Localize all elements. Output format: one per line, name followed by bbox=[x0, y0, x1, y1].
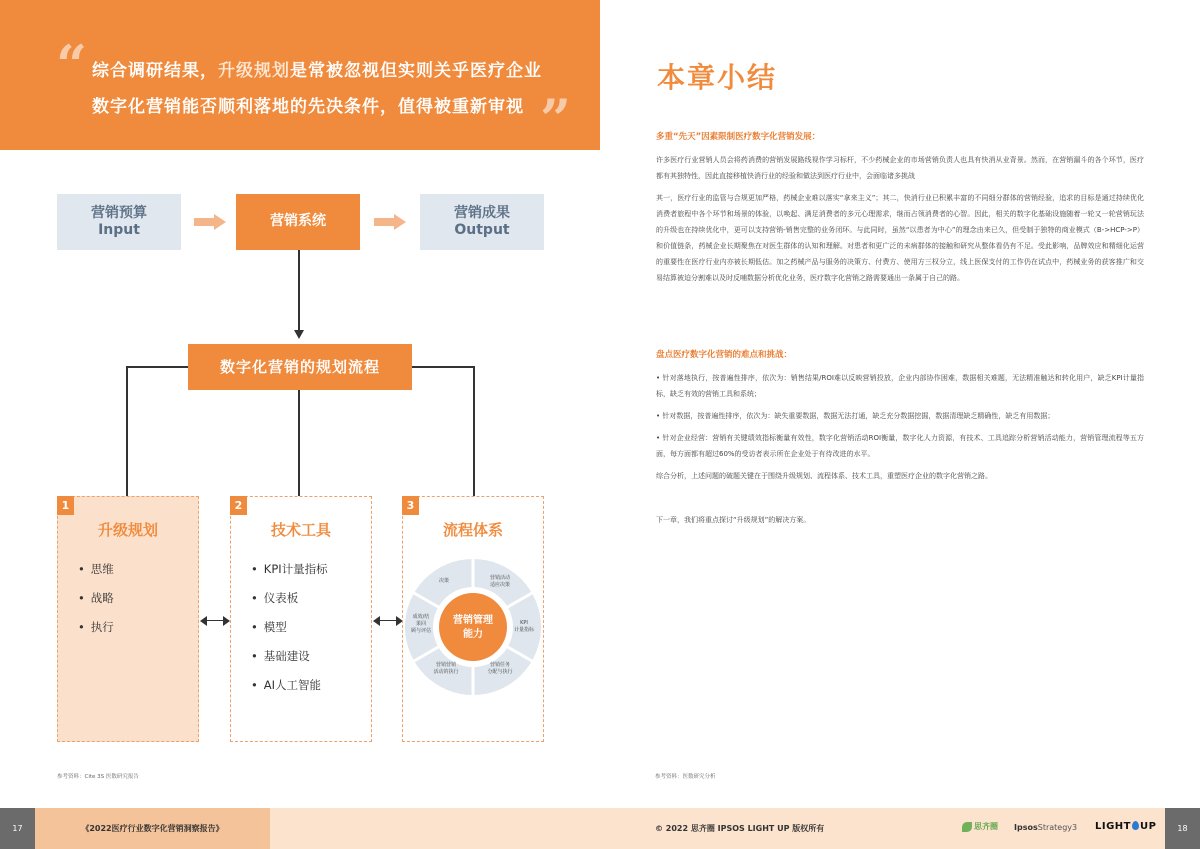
system-box bbox=[236, 194, 360, 250]
input-box bbox=[57, 194, 181, 250]
leaf-icon bbox=[962, 822, 972, 832]
input-label-cn: 营销预算 bbox=[91, 204, 147, 221]
footer bbox=[0, 808, 1200, 849]
connector-line bbox=[298, 250, 300, 332]
drop-icon bbox=[1132, 821, 1139, 830]
quote-banner bbox=[0, 0, 600, 150]
wheel-segment-label: 营销活动 bbox=[489, 575, 511, 581]
process-wheel bbox=[402, 556, 544, 698]
list-item: • 基础建设 bbox=[251, 648, 328, 664]
report-title: 《2022医疗行业数字化营销洞察报告》 bbox=[35, 808, 270, 849]
wheel-segment-label: KPI bbox=[520, 620, 528, 626]
paragraph: 综合分析，上述问题的破题关键在于围绕升级规划、流程体系、技术工具，重塑医疗企业的数字化营销之路。 bbox=[656, 472, 992, 480]
page-number-right: 18 bbox=[1165, 808, 1200, 849]
connector-line bbox=[473, 366, 475, 496]
wheel-segment-label: 计量指标 bbox=[513, 627, 535, 633]
sqq-logo-text: 思齐圈 bbox=[974, 822, 998, 831]
card-list bbox=[251, 561, 328, 706]
output-box bbox=[420, 194, 544, 250]
card-number: 2 bbox=[230, 496, 247, 515]
wheel-segment-label: 决策 bbox=[438, 578, 450, 584]
open-quote-icon: “ bbox=[56, 33, 88, 97]
wheel-segment-label: 营销任务 bbox=[489, 662, 511, 668]
card-title: 流程体系 bbox=[442, 521, 503, 539]
connector-line bbox=[412, 366, 474, 368]
list-item: • AI人工智能 bbox=[251, 677, 328, 693]
list-item: • 思维 bbox=[78, 561, 114, 577]
ipsos-logo-rest: Strategy3 bbox=[1037, 823, 1078, 832]
page-number-left: 17 bbox=[0, 808, 35, 849]
wheel-segment-label: 成效/结 bbox=[412, 614, 430, 620]
section-heading: 盘点医疗数字化营销的难点和挑战： bbox=[656, 350, 793, 360]
wheel-segment-label: 适应决策 bbox=[489, 582, 511, 588]
wheel-center-line-1: 营销管理 bbox=[453, 615, 493, 626]
right-page bbox=[600, 0, 1200, 808]
connector-line bbox=[126, 366, 128, 496]
quote-line-1-pre: 综合调研结果， bbox=[92, 61, 218, 81]
list-item: • KPI计量指标 bbox=[251, 561, 328, 577]
process-box bbox=[188, 344, 412, 390]
ipsos-logo bbox=[1014, 823, 1077, 832]
card-title: 技术工具 bbox=[270, 521, 331, 539]
list-item: • 模型 bbox=[251, 619, 328, 635]
source-note: 参考资料：医数研究分析 bbox=[655, 774, 716, 780]
quote-line-1 bbox=[92, 56, 542, 81]
card-tech-tools bbox=[230, 496, 372, 742]
left-page bbox=[0, 0, 600, 808]
list-item: • 仪表板 bbox=[251, 590, 328, 606]
wheel-center bbox=[439, 593, 507, 661]
wheel-segment-label: 顾与评估 bbox=[410, 628, 432, 634]
output-label-cn: 营销成果 bbox=[454, 204, 510, 221]
lightup-logo bbox=[1095, 821, 1156, 832]
list-item: • 战略 bbox=[78, 590, 114, 606]
card-number: 3 bbox=[402, 496, 419, 515]
card-title: 升级规划 bbox=[97, 521, 158, 539]
paragraph: 下一章，我们将重点探讨“升级规划”的解决方案。 bbox=[656, 516, 811, 524]
double-arrow-icon bbox=[373, 616, 403, 626]
process-label: 数字化营销的规划流程 bbox=[219, 357, 380, 376]
system-label: 营销系统 bbox=[270, 213, 326, 230]
bullet-item: • 针对落地执行，按普遍性排序，依次为：销售结果/ROI难以反映营销投放，企业内部协作困难，数据相关难题，无法精准触达和转化用户，缺乏KPI计量指标，缺乏有效的营销工具和系统； bbox=[656, 374, 1144, 398]
ipsos-logo-bold: Ipsos bbox=[1014, 823, 1038, 832]
copyright: © 2022 思齐圈 IPSOS LIGHT UP 版权所有 bbox=[655, 824, 825, 833]
sqq-logo bbox=[962, 821, 998, 832]
bullet-item: • 针对数据，按普遍性排序，依次为：缺失重要数据，数据无法打通，缺乏充分数据挖掘，数据清理缺乏精确性，缺乏有用数据； bbox=[656, 412, 1055, 420]
card-number: 1 bbox=[57, 496, 74, 515]
card-list bbox=[78, 561, 114, 648]
quote-line-1-post: 是常被忽视但实则关乎医疗企业 bbox=[290, 61, 542, 81]
bullet-item: • 针对企业经营：营销有关键绩效指标衡量有效性，数字化营销活动ROI衡量，数字化人力资源，有技术、工具追踪分析营销活动能力，营销管理流程等五方面，每方面都有超过60%的受访者表示所在企业处于有待改进的水平。 bbox=[656, 434, 1144, 458]
chapter-title: 本章小结 bbox=[657, 61, 778, 94]
card-upgrade-planning bbox=[57, 496, 199, 742]
double-arrow-icon bbox=[200, 616, 230, 626]
lightup-logo-b: UP bbox=[1140, 821, 1157, 832]
connector-line bbox=[126, 366, 188, 368]
list-item: • 执行 bbox=[78, 619, 114, 635]
connector-line bbox=[298, 390, 300, 496]
paragraph: 许多医疗行业营销人员会将药消费的营销发展路线视作学习标杆，不少药械企业的市场营销负责人也具有快消从业背景。然而，在营销漏斗的各个环节，医疗都有其独特性，因此直接移植快消行业的经验和做法到医疗行业中，会面临诸多挑战 bbox=[656, 156, 1144, 180]
wheel-segment-label: 果回 bbox=[415, 621, 427, 627]
quote-line-2: 数字化营销能否顺利落地的先决条件，值得被重新审视 bbox=[92, 97, 524, 117]
close-quote-icon: ” bbox=[540, 87, 572, 151]
quote-highlight: 升级规划 bbox=[218, 61, 290, 81]
input-label-en: Input bbox=[98, 222, 140, 238]
section-heading: 多重“先天”因素限制医疗数字化营销发展： bbox=[656, 132, 821, 142]
paragraph: 其一，医疗行业的监管与合规更加严格，药械企业难以落实“拿来主义”；其二，快消行业已积累丰富的不同细分群体的营销经验，追求的目标是通过持续优化消费者旅程中各个环节和场景的体验，以唤起、满足消费者的多元心理需求，继而占领消费者的心智。因此，相关的数字化基础设施随着一轮又一轮营销玩法的升级也在持续优化中，更可以支持营销-销售完整的业务闭环。与此同时，虽然“以患者为中心”的理念由来已久，但受制于独特的商业模式（B->HCP->P）和价值链条，药械企业长期聚焦在对医生群体的认知和理解。对患者和更广泛的未病群体的接触和研究从整体看仍有不足。受此影响，品牌效应和精细化运营的重要性在医疗行业内亦被长期低估。加之药械产品与服务的决策方、付费方、使用方三权分立，线上医保支付的工作仍在试点中，药械业务的获客推广和交易结算被迫分割难以及时反哺数据分析优化业务，医疗数字化营销之路需要通出一条属于自己的路。 bbox=[656, 194, 1144, 282]
output-label-en: Output bbox=[454, 222, 510, 238]
arrow-down-icon bbox=[294, 330, 304, 339]
lightup-logo-a: LIGHT bbox=[1095, 821, 1131, 832]
wheel-segment-label: 营销营销 bbox=[435, 662, 457, 668]
wheel-segment-label: 活动的执行 bbox=[433, 669, 459, 675]
wheel-segment-label: 分配与执行 bbox=[487, 669, 513, 675]
wheel-center-line-2: 能力 bbox=[463, 629, 483, 640]
source-note: 参考资料：Cite 3S 医数研究报告 bbox=[57, 774, 139, 780]
